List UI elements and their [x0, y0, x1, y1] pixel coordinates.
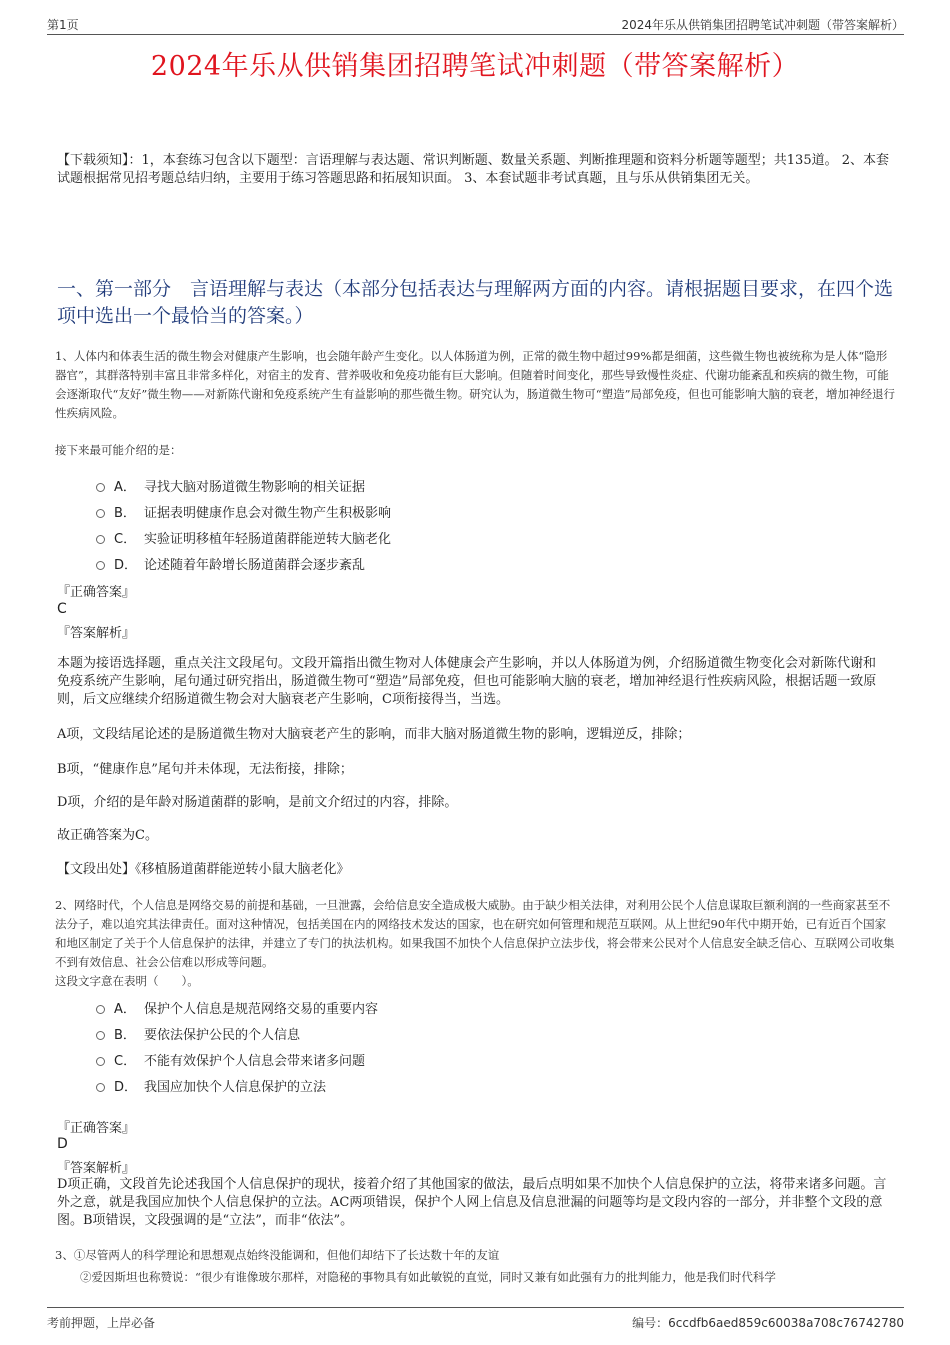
- radio-icon[interactable]: [96, 1057, 105, 1066]
- q1-option-a[interactable]: A． 寻找大脑对肠道微生物影响的相关证据: [96, 476, 365, 495]
- q2-option-b[interactable]: B． 要依法保护公民的个人信息: [96, 1024, 300, 1043]
- q1-analysis-d: D项，介绍的是年龄对肠道菌群的影响，是前文介绍过的内容，排除。: [57, 795, 458, 810]
- radio-icon[interactable]: [96, 1031, 105, 1040]
- q1-analysis-conclusion: 故正确答案为C。: [57, 828, 158, 843]
- q1-source: 【文段出处】《移植肠道菌群能逆转小鼠大脑老化》: [57, 862, 350, 877]
- q1-answer: C: [57, 601, 67, 617]
- radio-icon[interactable]: [96, 535, 105, 544]
- q3-line2: ②爱因斯坦也称赞说：“很少有谁像玻尔那样，对隐秘的事物具有如此敏锐的直觉，同时又兼有如此强有力的批判能力，他是我们时代科学: [80, 1270, 776, 1284]
- header-rule: [47, 34, 904, 35]
- q2-answer: D: [57, 1136, 68, 1152]
- q2-prompt: 这段文字意在表明（ ）。: [55, 974, 199, 988]
- radio-icon[interactable]: [96, 561, 105, 570]
- q1-answer-label: 『正确答案』: [57, 585, 136, 600]
- q2-analysis: D项正确，文段首先论述我国个人信息保护的现状，接着介绍了其他国家的做法，最后点明如果不加快个人信息保护的立法，将带来诸多问题。言外之意，就是我国应加快个人信息保护的立法。AC两项错误，保护个人网上信息及信息泄漏的问题等均是文段内容的一部分，并非整个文段的意图。B项错误，文段强调的是“立法”，而非“依法”。: [57, 1177, 887, 1228]
- radio-icon[interactable]: [96, 1005, 105, 1014]
- q1-analysis-main: 本题为接语选择题，重点关注文段尾句。文段开篇指出微生物对人体健康会产生影响，并以人体肠道为例，介绍肠道微生物变化会对新陈代谢和免疫系统产生影响，尾句通过研究指出，肠道微生物可“塑造”局部免疫，但也可能影响大脑的衰老，增加神经退行性疾病风险，根据话题一致原则，后文应继续介绍肠道微生物会对大脑衰老产生影响，C项衔接得当，当选。: [57, 656, 877, 707]
- footer-rule: [47, 1307, 904, 1308]
- download-notice: 【下载须知】：1，本套练习包含以下题型：言语理解与表达题、常识判断题、数量关系题、判断推理题和资料分析题等题型；共135道。 2、本套试题根据常见招考题总结归纳，主要用于练习答题思路和拓展知识面。 3、本套试题非考试真题，且与乐从供销集团无关。: [57, 153, 889, 186]
- q1-option-d[interactable]: D． 论述随着年龄增长肠道菌群会逐步紊乱: [96, 554, 365, 573]
- document-code-label: 编号：: [632, 1316, 669, 1330]
- radio-icon[interactable]: [96, 1083, 105, 1092]
- q2-analysis-label: 『答案解析』: [57, 1161, 136, 1176]
- document-code: [632, 1314, 904, 1331]
- document-code-value: 6ccdfb6aed859c60038a708c76742780: [668, 1316, 904, 1330]
- radio-icon[interactable]: [96, 509, 105, 518]
- q3-line1: 3、①尽管两人的科学理论和思想观点始终没能调和，但他们却结下了长达数十年的友谊: [55, 1248, 500, 1262]
- running-title: 2024年乐从供销集团招聘笔试冲刺题（带答案解析）: [621, 18, 904, 32]
- q2-option-a[interactable]: A． 保护个人信息是规范网络交易的重要内容: [96, 998, 378, 1017]
- q1-analysis-label: 『答案解析』: [57, 626, 136, 641]
- q2-stem: 2、网络时代，个人信息是网络交易的前提和基础，一旦泄露，会给信息安全造成极大威胁。由于缺少相关法律，对利用公民个人信息谋取巨额利润的一些商家甚至不法分子，难以追究其法律责任。面对这种情况，包括美国在内的网络技术发达的国家，也在研究如何管理和规范互联网。从上世纪90年代中期开始，已有近百个国家和地区制定了关于个人信息保护的法律，并建立了专门的执法机构。如果我国不加快个人信息保护立法步伐，将会带来公民对个人信息安全缺乏信心、互联网公司收集不到有效信息、社会公信难以形成等问题。: [55, 898, 895, 969]
- page-number: 第1页: [47, 18, 79, 32]
- q1-option-b[interactable]: B． 证据表明健康作息会对微生物产生积极影响: [96, 502, 391, 521]
- q1-prompt: 接下来最可能介绍的是：: [55, 443, 182, 457]
- section-heading: 一、第一部分 言语理解与表达（本部分包括表达与理解两方面的内容。请根据题目要求，在四个选项中选出一个最恰当的答案。）: [57, 278, 894, 327]
- q1-analysis-b: B项，“健康作息”尾句并未体现，无法衔接，排除；: [57, 762, 353, 777]
- q1-analysis-a: A项，文段结尾论述的是肠道微生物对大脑衰老产生的影响，而非大脑对肠道微生物的影响，逻辑逆反，排除；: [57, 727, 691, 742]
- q1-stem: 1、人体内和体表生活的微生物会对健康产生影响，也会随年龄产生变化。以人体肠道为例，正常的微生物中超过99%都是细菌，这些微生物也被统称为是人体“隐形器官”，其群落特别丰富且非常多样化，对宿主的发育、营养吸收和免疫功能有巨大影响。但随着时间变化，那些导致慢性炎症、代谢功能紊乱和疾病的微生物，可能会逐渐取代“友好”微生物——对新陈代谢和免疫系统产生有益影响的那些微生物。研究认为，肠道微生物可“塑造”局部免疫，但也可能影响大脑的衰老，增加神经退行性疾病风险。: [55, 349, 896, 420]
- q2-option-d[interactable]: D． 我国应加快个人信息保护的立法: [96, 1076, 326, 1095]
- q2-answer-label: 『正确答案』: [57, 1121, 136, 1136]
- q2-option-c[interactable]: C． 不能有效保护个人信息会带来诸多问题: [96, 1050, 365, 1069]
- document-title: 2024年乐从供销集团招聘笔试冲刺题（带答案解析）: [150, 51, 800, 82]
- footer-slogan: 考前押题，上岸必备: [47, 1316, 156, 1330]
- radio-icon[interactable]: [96, 483, 105, 492]
- q1-option-c[interactable]: C． 实验证明移植年轻肠道菌群能逆转大脑老化: [96, 528, 391, 547]
